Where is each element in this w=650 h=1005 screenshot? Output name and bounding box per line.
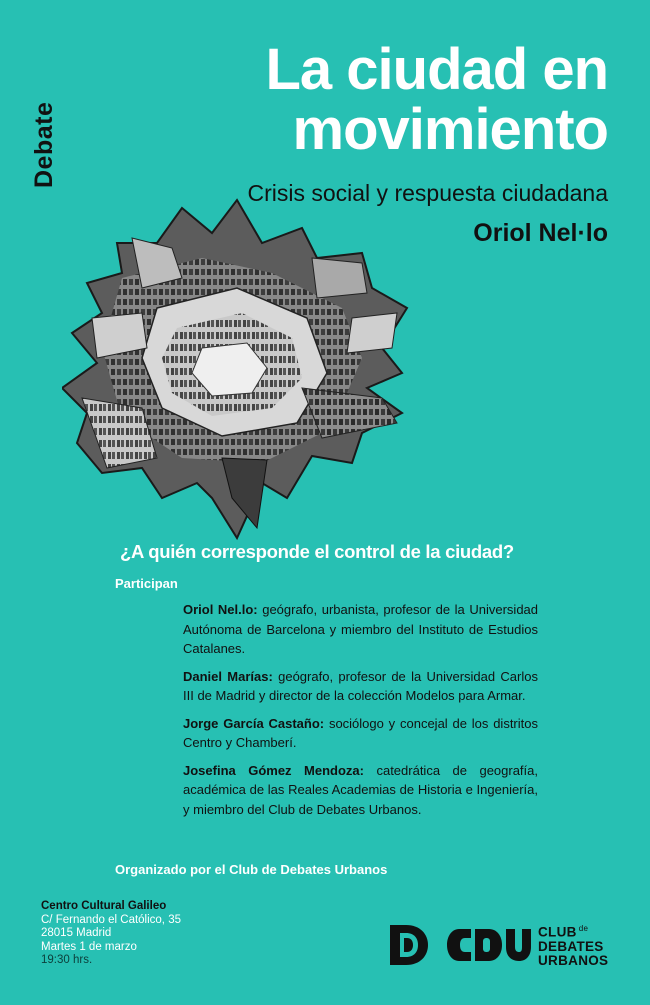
venue-block [41,900,181,968]
participant-desc: catedrática de geografía, académica de las Reales Academias de Historia e Ingeniería, y miembro del Club de Debates Urbanos. [183,762,539,817]
participant-desc: geógrafo, profesor de la Universidad Carlos III de Madrid y director de la colección Modelos para Armar. [183,668,538,703]
venue-address-1: C/ Fernando el Católico, 35 [41,913,181,926]
participant-item [183,600,538,659]
participant-desc: sociólogo y concejal de los distritos Centro y Chamberí. [183,715,538,750]
venue-name: Centro Cultural Galileo [41,900,167,912]
debate-question: ¿A quién corresponde el control de la ciudad? [120,541,514,562]
poster-author: Oriol Nel·lo [473,219,608,247]
participant-item [183,667,538,706]
d-logo-icon [388,923,430,967]
participants-heading: Participan [115,576,178,591]
poster-subtitle: Crisis social y respuesta ciudadana [247,180,608,206]
building-collage-image [62,198,412,543]
participant-item [183,714,538,753]
organizer-line: Organizado por el Club de Debates Urbanos [115,862,388,877]
logo-line-2: DEBATES [538,938,604,954]
participant-desc: geógrafo, urbanista, profesor de la Universidad Autónoma de Barcelona y miembro del Instituto de Estudios Catalanes. [183,602,539,656]
cdu-logo-icon [445,925,533,965]
poster-title [138,37,608,162]
logo-line-1: CLUB [538,924,577,940]
participant-name: Josefina Gómez Mendoza: [183,762,364,778]
participants-list [183,600,538,827]
event-time: 19:30 hrs. [41,954,93,966]
logo-de: de [578,924,589,933]
club-logo-text [538,922,608,968]
venue-address-2: 28015 Madrid [41,927,112,939]
participant-name: Jorge García Castaño: [183,715,325,731]
participant-item [183,761,538,820]
title-line-2: movimiento [292,97,608,162]
event-date: Martes 1 de marzo [41,940,137,953]
participant-name: Oriol Nel.lo: [183,602,258,617]
category-label: Debate [30,101,58,188]
logo-line-3: URBANOS [538,952,609,968]
title-line-1: La ciudad en [265,37,608,102]
participant-name: Daniel Marías: [183,668,273,684]
